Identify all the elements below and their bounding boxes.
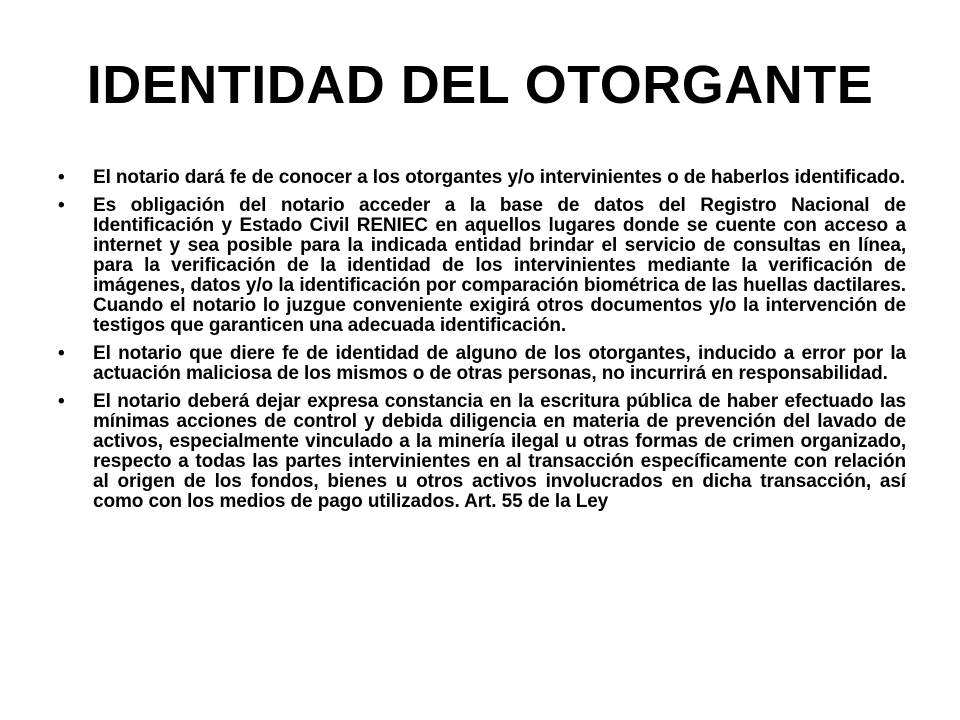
bullet-icon: • [58, 391, 65, 412]
bullet-item [58, 392, 906, 512]
bullet-text: Es obligación del notario acceder a la base de datos del Registro Nacional de Identificación y Estado Civil RENIEC en aquellos lugares donde se cuente con acceso a internet y sea posible para la indicada entidad brindar el servicio de consultas en línea, para la verificación de la identidad de los intervinientes mediante la verificación de imágenes, datos y/o la identificación por comparación biométrica de las huellas dactilares. Cuando el notario lo juzgue conveniente exigirá otros documentos y/o la intervención de testigos que garanticen una adecuada identificación. [93, 195, 906, 336]
bullet-item [58, 168, 906, 188]
bullet-item [58, 344, 906, 384]
bullet-text: El notario deberá dejar expresa constancia en la escritura pública de haber efectuado las mínimas acciones de control y debida diligencia en materia de prevención del lavado de activos, especialmente vinculado a la minería ilegal u otras formas de crimen organizado, respecto a todas las partes intervinientes en al transacción específicamente con relación al origen de los fondos, bienes u otros activos involucrados en dicha transacción, así como con los medios de pago utilizados. Art. 55 de la Ley [93, 391, 906, 512]
bullet-text: El notario dará fe de conocer a los otorgantes y/o intervinientes o de haberlos identificado. [93, 167, 906, 188]
bullet-item [58, 196, 906, 336]
bullet-list [58, 168, 906, 520]
bullet-icon: • [58, 343, 65, 364]
bullet-icon: • [58, 167, 65, 188]
bullet-text: El notario que diere fe de identidad de alguno de los otorgantes, inducido a error por la actuación maliciosa de los mismos o de otras personas, no incurrirá en responsabilidad. [93, 343, 906, 384]
slide-title: IDENTIDAD DEL OTORGANTE [86, 55, 874, 115]
bullet-icon: • [58, 195, 65, 216]
